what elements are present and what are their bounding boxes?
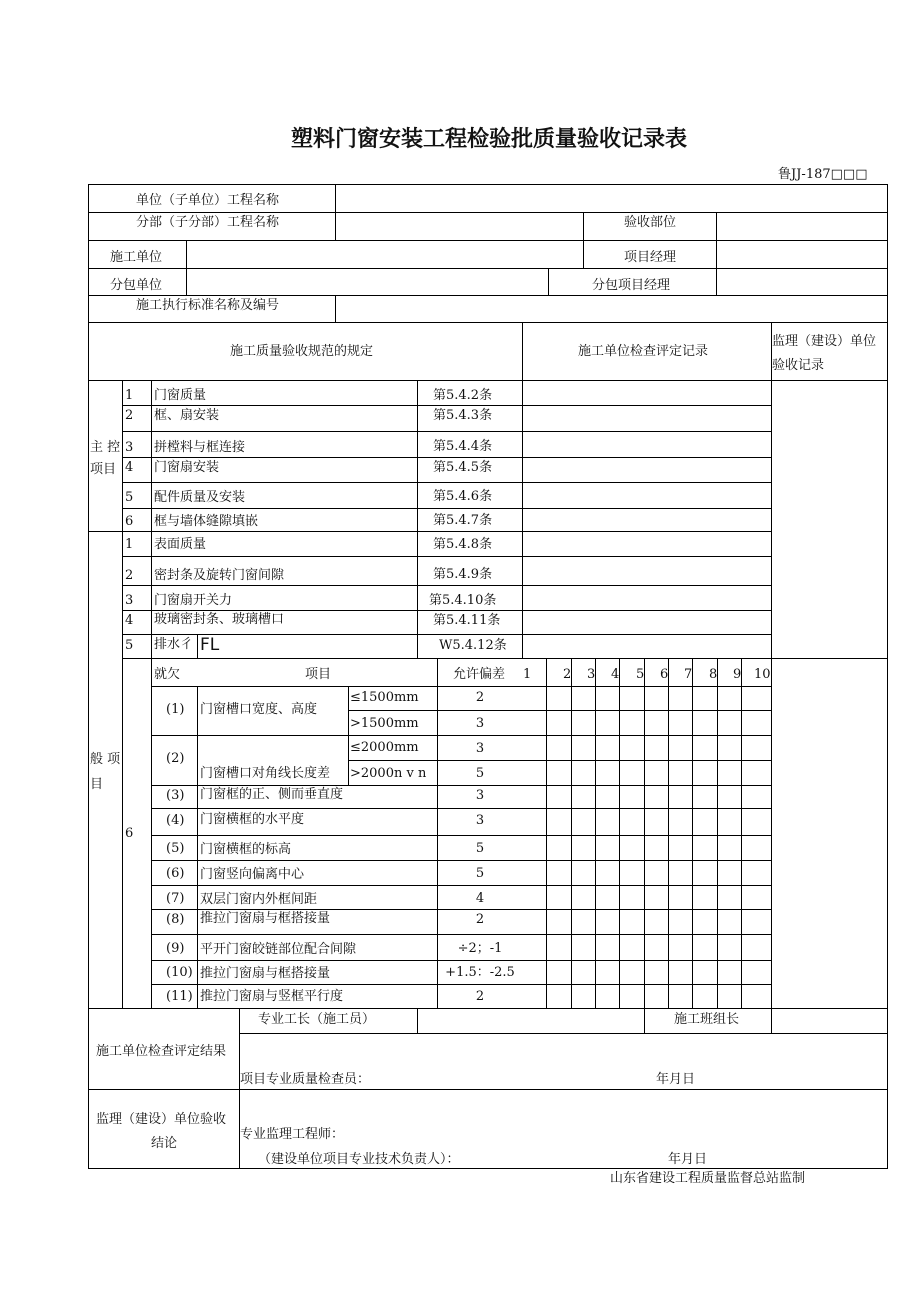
general-label-line1: 般 项 [90, 752, 121, 767]
date-label: 年月日 [656, 1072, 696, 1087]
spec-column-header: 施工质量验收规范的规定 [230, 344, 374, 359]
main-control-label-line1: 主 控 [90, 440, 121, 455]
supervising-engineer-label: 专业监理工程师： [240, 1127, 345, 1142]
team-leader-label: 施工班组长 [674, 1012, 740, 1027]
supervisor-column-header-line1: 监理（建设）单位 [772, 334, 877, 349]
self-check-column-header: 施工单位检查评定记录 [578, 344, 709, 359]
inspection-record-form: 塑料门窗安装工程检验批质量验收记录表 鲁JJ-187□□□ 单位（子单位）工程名称 分部（子分部）工程名称 验收部位 施工单位 项目经理 分包单位 分包项目经理 施工执行标准名称及编号 施工质量验收规范的规定 施工单位检查评定记录 监理（建设）单位 验收记录 主 控 项目 1 门窗质量 第5.4.2条 2 框、扇安装 第5.4.3条 3 拼樘料与框连接 第5.4.4条 4 门窗扇安装 第5.4.5条 5 配件质量及安装 第5.4.6条 6 框与墙体缝隙填嵌 第5.4.7条 般 项 目 1 表面质量 第5.4.8条 2 密封条及旋转门窗间隙 第5.4.9条 3 门窗扇开关力 第5.4.10条 4 玻璃密封条、玻璃槽口 第5.4.11条 5 排水彳 FL W5.4.12条 6 就欠 项目 允许偏差 1 2 3 4 5 6 7 8 9 10 (1) 门窗槽口宽度、高度 ≤1500mm 2 >1500mm 3 (2) 门窗槽口对角线长度差 ≤2000mm 3 >2000n v n 5 (3) 门窗框的正、侧而垂直度 3 (4) 门窗横框的水平度 3 (5) 门窗横框的标高 5 (6) 门窗竖向偏离中心 5 (7) 双层门窗内外框间距 4 (8) 推拉门窗扇与框搭接量 2 (9) 平开门窗皎链部位配合间隙 ÷2；-1 (10) 推拉门窗扇与框搭接量 +1.5：-2.5 (11) 推拉门窗扇与竖框平行度 2 专业工长（施工员） 施工班组长 施工单位检查评定结果 项目专业质量检查员： 年月日 监理（建设）单位验收 结论 专业监理工程师： （建设单位项目专业技术负责人）： 年月日 山东省建设工程质量监督总站监制 [0, 0, 920, 1301]
supervisor-conclusion-label-line1: 监理（建设）单位验收 [96, 1112, 227, 1127]
foreman-label: 专业工长（施工员） [258, 1012, 376, 1027]
subcontract-pm-label: 分包项目经理 [592, 278, 671, 293]
date-label: 年月日 [668, 1152, 708, 1167]
subcontract-unit-label: 分包单位 [110, 278, 163, 293]
self-check-result-label: 施工单位检查评定结果 [96, 1044, 227, 1059]
general-label-line2: 目 [90, 777, 104, 792]
supervisor-column-header-line2: 验收记录 [772, 358, 825, 373]
sub-project-name-label: 分部（子分部）工程名称 [136, 215, 280, 230]
general-item-6-number: 6 [125, 826, 134, 841]
issuer-note: 山东省建设工程质量监督总站监制 [610, 1171, 806, 1186]
standard-name-label: 施工执行标准名称及编号 [136, 298, 280, 313]
owner-tech-lead-label: （建设单位项目专业技术负责人）： [258, 1152, 460, 1167]
unit-project-name-label: 单位（子单位）工程名称 [136, 193, 280, 208]
acceptance-part-label: 验收部位 [624, 215, 677, 230]
project-manager-label: 项目经理 [624, 250, 677, 265]
main-control-label-line2: 项目 [90, 462, 117, 477]
construction-unit-label: 施工单位 [110, 250, 163, 265]
supervisor-conclusion-label-line2: 结论 [151, 1136, 178, 1151]
document-title: 塑料门窗安装工程检验批质量验收记录表 [290, 127, 687, 152]
quality-inspector-label: 项目专业质量检查员： [240, 1072, 371, 1087]
document-code: 鲁JJ-187□□□ [778, 167, 868, 182]
